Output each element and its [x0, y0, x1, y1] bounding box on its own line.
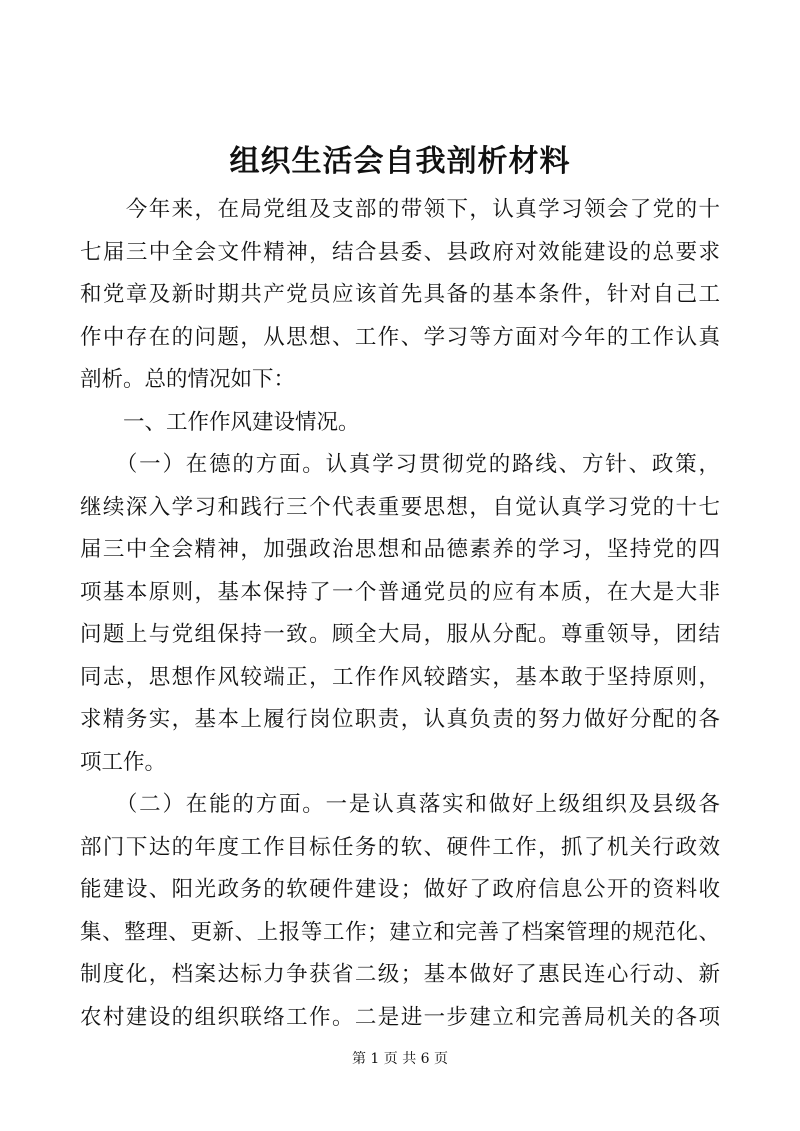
- body-line: 农村建设的组织联络工作。二是进一步建立和完善局机关的各项: [80, 1004, 720, 1030]
- page-number: 第 1 页 共 6 页: [351, 1051, 449, 1067]
- body-line: 部门下达的年度工作目标任务的软、硬件工作，抓了机关行政效: [80, 834, 720, 860]
- body-line: （一）在德的方面。认真学习贯彻党的路线、方针、政策，: [80, 452, 720, 477]
- body-line: 集、整理、更新、上报等工作；建立和完善了档案管理的规范化、: [80, 919, 720, 945]
- body-line: 届三中全会精神，加强政治思想和品德素养的学习，坚持党的四: [80, 537, 720, 562]
- body-line: 今年来，在局党组及支部的带领下，认真学习领会了党的十: [80, 197, 720, 222]
- body-line: 七届三中全会文件精神，结合县委、县政府对效能建设的总要求: [80, 239, 720, 265]
- body-line: 和党章及新时期共产党员应该首先具备的基本条件，针对自己工: [80, 282, 720, 307]
- body-line: 项工作。: [80, 749, 167, 775]
- body-line: 作中存在的问题，从思想、工作、学习等方面对今年的工作认真: [80, 324, 720, 350]
- document-body: [80, 189, 720, 1039]
- body-line: 继续深入学习和践行三个代表重要思想，自觉认真学习党的十七: [80, 494, 720, 520]
- body-line: 求精务实，基本上履行岗位职责，认真负责的努力做好分配的各: [80, 707, 720, 732]
- body-line: 剖析。总的情况如下：: [80, 367, 296, 392]
- section-heading: 一、工作作风建设情况。: [80, 409, 360, 435]
- body-line: 问题上与党组保持一致。顾全大局，服从分配。尊重领导，团结: [80, 622, 720, 647]
- document-title: 组织生活会自我剖析材料: [229, 144, 571, 179]
- body-line: 项基本原则，基本保持了一个普通党员的应有本质，在大是大非: [80, 579, 720, 605]
- body-line: 能建设、阳光政务的软硬件建设；做好了政府信息公开的资料收: [80, 877, 720, 902]
- body-line: 同志，思想作风较端正，工作作风较踏实，基本敢于坚持原则，: [80, 664, 720, 690]
- body-line: 制度化，档案达标力争获省二级；基本做好了惠民连心行动、新: [80, 962, 720, 987]
- body-line: （二）在能的方面。一是认真落实和做好上级组织及县级各: [80, 792, 720, 817]
